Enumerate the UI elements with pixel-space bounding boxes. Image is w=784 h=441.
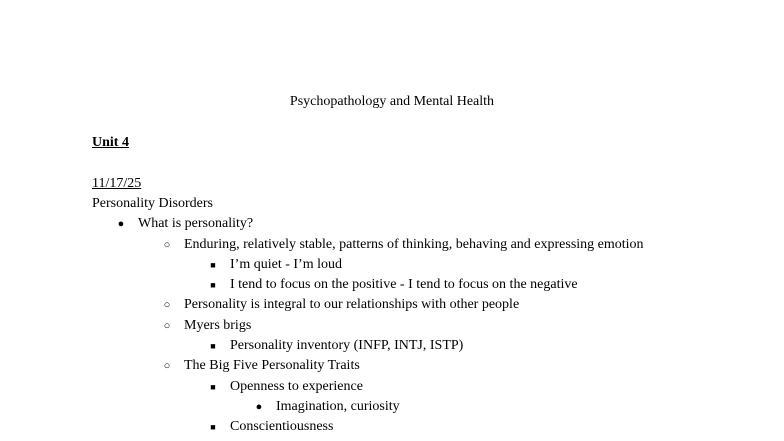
topic-text: Personality Disorders: [92, 196, 213, 211]
unit-heading: Unit 4: [92, 135, 129, 150]
list-item: [0, 356, 784, 376]
list-item: [0, 377, 784, 397]
list-item-text: I’m quiet - I’m loud: [230, 256, 342, 272]
list-item-text: I tend to focus on the positive - I tend to focus on the negative: [230, 277, 578, 293]
list-item-text: What is personality?: [138, 216, 254, 232]
square-bullet-icon: ■: [210, 280, 216, 291]
list-item: [0, 255, 784, 275]
document-title: Psychopathology and Mental Health: [289, 94, 495, 109]
list-item-text: Personality inventory (INFP, INTJ, ISTP): [230, 338, 464, 354]
list-item: [0, 214, 784, 234]
list-item: [0, 295, 784, 315]
circle-bullet-icon: ○: [163, 299, 171, 312]
list-item: [0, 235, 784, 255]
square-bullet-icon: ■: [210, 259, 216, 270]
list-item-text: Enduring, relatively stable, patterns of thinking, behaving and expressing emotion: [184, 236, 644, 252]
square-bullet-icon: ■: [210, 381, 216, 392]
circle-bullet-icon: ○: [163, 319, 171, 332]
list-item-text: The Big Five Personality Traits: [184, 358, 360, 374]
list-item: [0, 316, 784, 336]
list-item: [0, 417, 784, 437]
notes-outline: [0, 194, 784, 438]
list-item: [0, 336, 784, 356]
square-bullet-icon: ■: [210, 422, 216, 433]
list-item-text: Personality is integral to our relationships with other people: [184, 297, 520, 313]
list-item: [0, 397, 784, 417]
disc-bullet-icon: ●: [117, 218, 125, 231]
topic-line: [0, 194, 784, 214]
list-item-text: Myers brigs: [184, 317, 252, 333]
note-date: 11/17/25: [92, 176, 142, 191]
circle-bullet-icon: ○: [163, 360, 171, 373]
list-item-text: Conscientiousness: [230, 419, 334, 435]
square-bullet-icon: ■: [210, 341, 216, 352]
circle-bullet-icon: ○: [163, 238, 171, 251]
list-item: [0, 275, 784, 295]
list-item-text: Openness to experience: [230, 378, 363, 394]
list-item-text: Imagination, curiosity: [276, 398, 400, 414]
disc-bullet-icon: ●: [255, 400, 263, 413]
